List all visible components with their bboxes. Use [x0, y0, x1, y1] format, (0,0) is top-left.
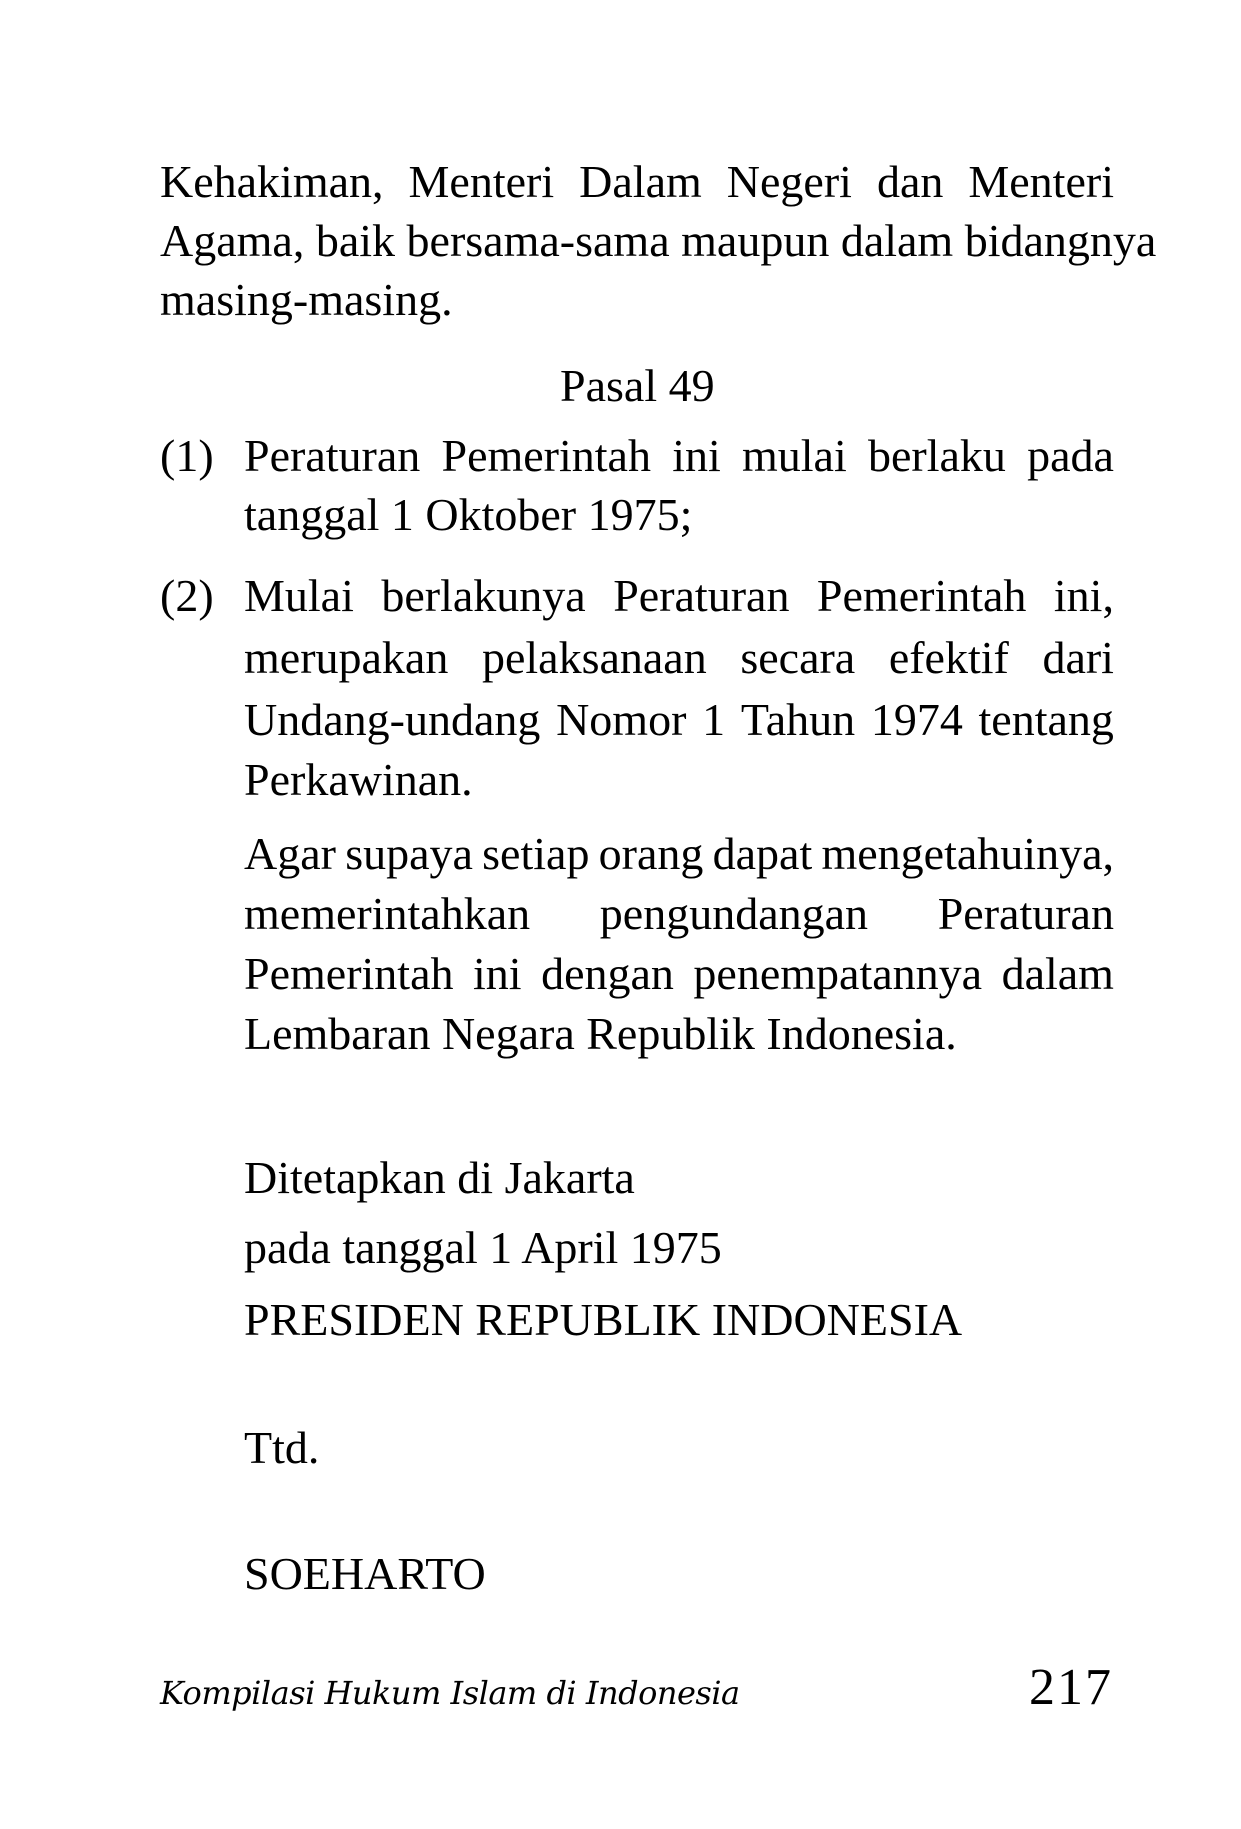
- intro-line-3: masing-masing.: [160, 274, 453, 325]
- intro-line-1: Kehakiman, Menteri Dalam Negeri dan Menteri: [160, 156, 1114, 207]
- footer-book-title: Kompilasi Hukum Islam di Indonesia: [160, 1674, 740, 1712]
- item-1-line-1: Peraturan Pemerintah ini mulai berlaku pada: [244, 430, 1114, 481]
- item-1-number: (1): [160, 430, 214, 481]
- signature-ttd: Ttd.: [244, 1422, 320, 1473]
- page-number: 217: [1029, 1659, 1113, 1716]
- closing-line-2: memerintahkan pengundangan Peraturan: [244, 888, 1114, 939]
- item-2-line-4: Perkawinan.: [244, 754, 473, 805]
- signature-office: PRESIDEN REPUBLIK INDONESIA: [244, 1294, 963, 1345]
- signature-place: Ditetapkan di Jakarta: [244, 1152, 635, 1203]
- item-2-line-2: merupakan pelaksanaan secara efektif dari: [244, 632, 1114, 683]
- intro-line-2: Agama, baik bersama-sama maupun dalam bidangnya: [160, 215, 1157, 266]
- closing-line-3: Pemerintah ini dengan penempatannya dalam: [244, 948, 1114, 999]
- signature-date: pada tanggal 1 April 1975: [244, 1222, 722, 1273]
- item-2-line-3: Undang-undang Nomor 1 Tahun 1974 tentang: [244, 694, 1114, 745]
- signature-name: SOEHARTO: [244, 1548, 486, 1599]
- closing-line-1: Agar supaya setiap orang dapat mengetahuinya,: [244, 828, 1114, 879]
- item-2-line-1: Mulai berlakunya Peraturan Pemerintah ini,: [244, 570, 1114, 621]
- closing-line-4: Lembaran Negara Republik Indonesia.: [244, 1008, 957, 1059]
- article-heading: Pasal 49: [560, 360, 715, 411]
- item-2-number: (2): [160, 570, 214, 621]
- item-1-line-2: tanggal 1 Oktober 1975;: [244, 489, 693, 540]
